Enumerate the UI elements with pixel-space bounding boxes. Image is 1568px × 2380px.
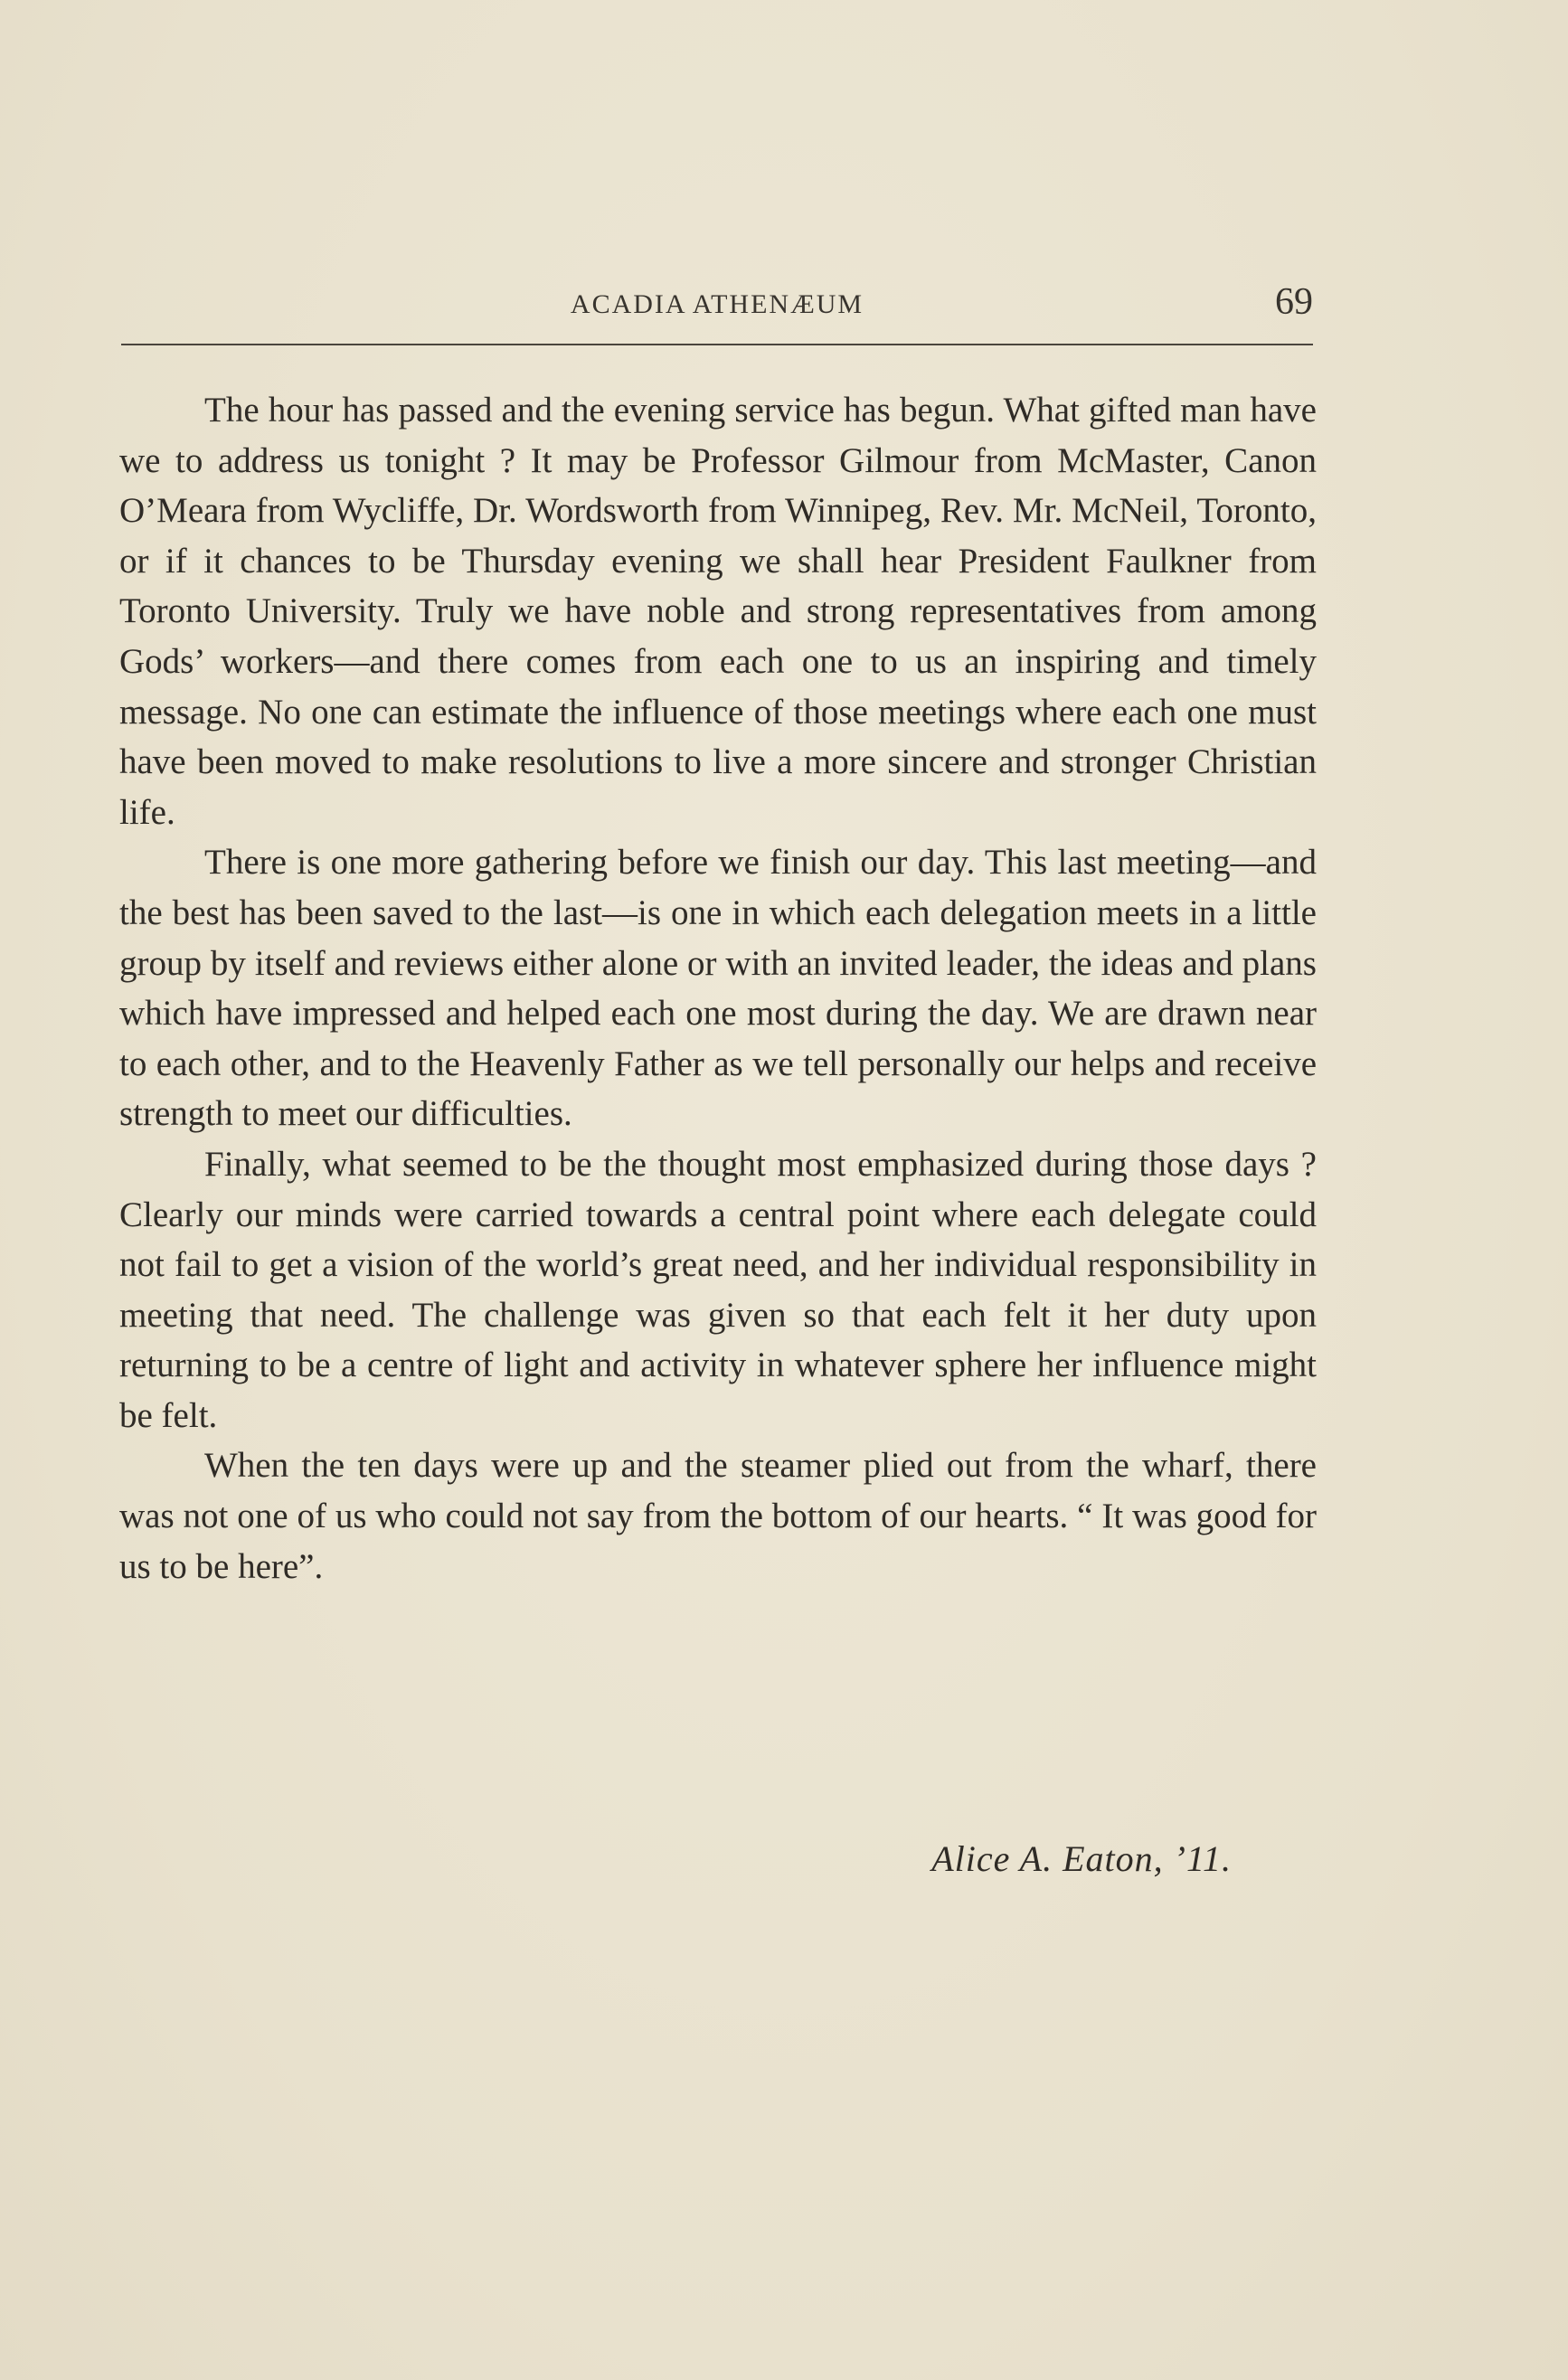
page-number: 69 — [1275, 281, 1313, 323]
header-rule — [121, 344, 1313, 345]
paragraph: When the ten days were up and the steamer plied out from the wharf, there was not one of us who could not say from the bottom of our hearts. “ It was good for us to be here”. — [119, 1446, 1317, 1586]
journal-title: ACADIA ATHENÆUM — [570, 289, 864, 319]
author-signature: Alice A. Eaton, ’11. — [931, 1838, 1232, 1879]
paragraph: The hour has passed and the evening service has begun. What gifted man have we to address us tonight ? It may be Professor Gilmour from McMaster, Canon O’Meara from Wycliffe, Dr. Wordsworth from Winnipeg, Rev. Mr. McNeil, Toronto, or if it chances to be Thursday evening we shall hear President Faulkner from Toronto University. Truly we have noble and strong representatives from among Gods’ workers—and there comes from each one to us an inspiring and timely message. No one can estimate the influence of those meetings where each one must have been moved to make resolutions to live a more sincere and stronger Christian life. — [119, 391, 1317, 832]
paragraph: There is one more gathering before we finish our day. This last meeting—and the best has been saved to the last—is one in which each delegation meets in a little group by itself and reviews either alone or with an invited leader, the ideas and plans which have impressed and helped each one most during the day. We are drawn near to each other, and to the Heavenly Father as we tell personally our helps and receive strength to meet our difficulties. — [119, 843, 1317, 1134]
article-body — [119, 385, 1317, 1591]
paragraph: Finally, what seemed to be the thought most emphasized during those days ? Clearly our minds were carried towards a central point where each delegate could not fail to get a vision of the world’s great need, and her individual responsibility in meeting that need. The challenge was given so that each felt it her duty upon returning to be a centre of light and activity in whatever sphere her influence might be felt. — [119, 1144, 1317, 1435]
running-head — [121, 281, 1313, 329]
